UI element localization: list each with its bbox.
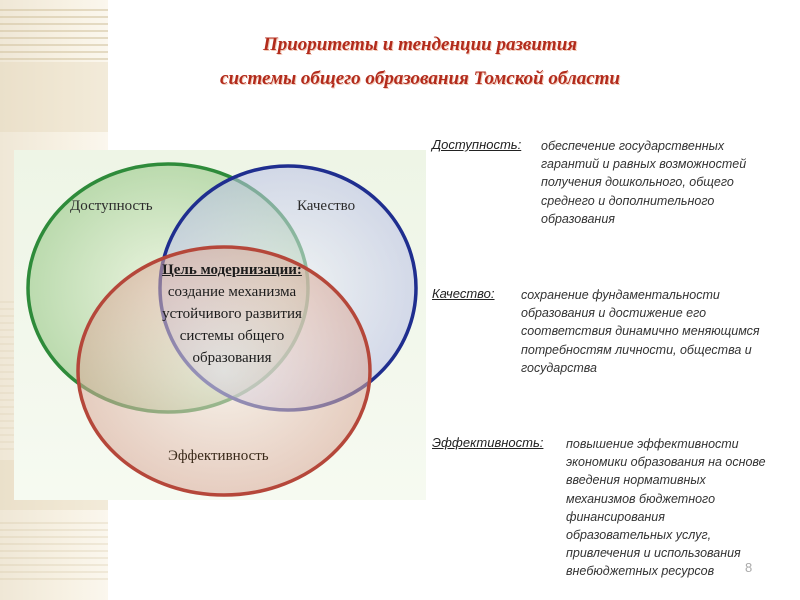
definition-text-quality: сохранение фундаментальности образования и достижение его соответствия динамично меняющимся потребностям личности, общества и государства (521, 288, 760, 375)
definition-term-quality: Качество: (432, 286, 495, 301)
modernization-goal-line: создание механизма (167, 284, 297, 300)
slide-title-line-2: системы общего образования Томской области (220, 68, 620, 89)
venn-label-efficiency: Эффективность (168, 448, 269, 464)
slide-title-line-1: Приоритеты и тенденции развития (262, 34, 578, 55)
slide-number: 8 (745, 560, 753, 575)
venn-label-quality: Качество (297, 198, 356, 214)
slide-title (140, 28, 700, 96)
band-block (0, 62, 108, 132)
band-stripe (0, 8, 108, 60)
modernization-goal (148, 259, 316, 369)
band-stripe (0, 520, 108, 580)
venn-label-access: Доступность (70, 198, 153, 214)
modernization-goal-line: образования (192, 350, 272, 366)
definition-text-access: обеспечение государственных гарантий и равных возможностей получения дошкольного, общего среднего и дополнительного образования (541, 139, 747, 226)
definition-text-efficiency: повышение эффективности экономики образования на основе введения нормативных механизмов бюджетного финансирования образовательных услуг, привлечения и использования внебюджетных ресурсов (566, 437, 766, 579)
definition-term-access: Доступность: (432, 137, 522, 152)
modernization-goal-line: системы общего (179, 328, 285, 344)
modernization-goal-heading: Цель модернизации: (162, 262, 302, 278)
definition-term-efficiency: Эффективность: (432, 435, 544, 450)
modernization-goal-line: устойчивого развития (162, 306, 302, 322)
